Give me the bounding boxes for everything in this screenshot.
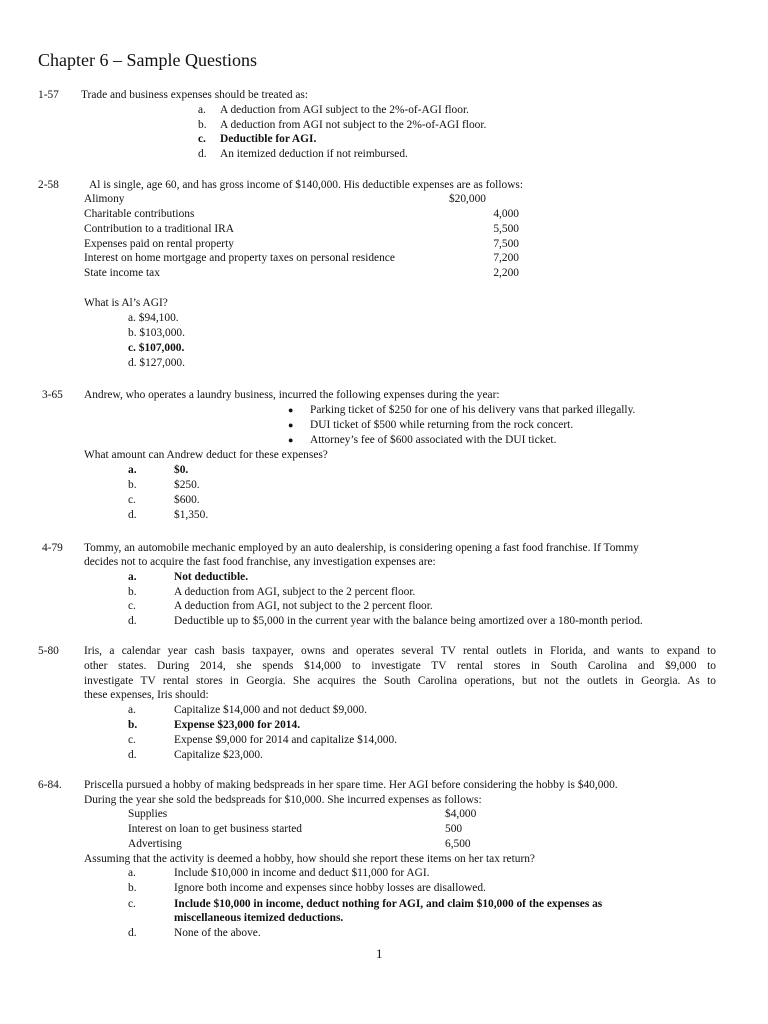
expense-amount: 5,500 xyxy=(493,223,519,235)
question-prompt: What amount can Andrew deduct for these expenses? xyxy=(84,449,328,461)
expense-label: Contribution to a traditional IRA xyxy=(84,223,234,235)
expense-amount: 2,200 xyxy=(493,267,519,279)
bullet-icon: ● xyxy=(288,435,294,445)
expense-amount: 7,500 xyxy=(493,238,519,250)
expense-label: Advertising xyxy=(128,838,182,850)
question-stem-line: investigate TV rental stores in Georgia. She acquires the South Carolina operations, but not the outlets in Georgia. As to xyxy=(84,675,716,687)
expense-amount: $20,000 xyxy=(448,193,486,205)
option-letter: b. xyxy=(128,586,137,598)
option: d. $127,000. xyxy=(128,357,185,369)
option-text: Ignore both income and expenses since hobby losses are disallowed. xyxy=(174,882,486,894)
option: b. $103,000. xyxy=(128,327,185,339)
option-letter-correct: b. xyxy=(128,719,138,731)
question-stem: Al is single, age 60, and has gross income of $140,000. His deductible expenses are as follows: xyxy=(89,179,524,191)
option-letter: d. xyxy=(128,927,137,939)
bullet-text: DUI ticket of $500 while returning from the rock concert. xyxy=(310,419,574,431)
option-letter: a. xyxy=(128,867,136,879)
bullet-text: Parking ticket of $250 for one of his delivery vans that parked illegally. xyxy=(310,404,636,416)
expense-amount: $4,000 xyxy=(445,808,477,820)
question-number: 3-65 xyxy=(42,389,63,401)
page-number: 1 xyxy=(376,946,383,961)
option-correct: c. $107,000. xyxy=(128,342,185,354)
option-text: Expense $9,000 for 2014 and capitalize $14,000. xyxy=(174,734,398,746)
question-stem: Andrew, who operates a laundry business, incurred the following expenses during the year: xyxy=(84,389,500,401)
option-text: Include $10,000 in income and deduct $11,000 for AGI. xyxy=(174,867,430,879)
option-text-correct: $0. xyxy=(174,464,189,476)
option-letter: a. xyxy=(198,104,206,116)
option-text-correct: Expense $23,000 for 2014. xyxy=(174,719,301,731)
option-letter-correct: a. xyxy=(128,571,137,583)
option-letter: c. xyxy=(128,600,136,612)
option-text: $1,350. xyxy=(174,509,209,521)
bullet-icon: ● xyxy=(288,420,294,430)
question-number: 5-80 xyxy=(38,645,59,657)
bullet-text: Attorney’s fee of $600 associated with the DUI ticket. xyxy=(310,434,557,446)
option-text: A deduction from AGI not subject to the 2%-of-AGI floor. xyxy=(220,119,487,131)
option-letter: c. xyxy=(128,898,136,910)
option-letter: d. xyxy=(128,615,137,627)
page-title: Chapter 6 – Sample Questions xyxy=(38,50,257,70)
option-letter: a. xyxy=(128,704,136,716)
option-text: Capitalize $23,000. xyxy=(174,749,263,761)
expense-amount: 4,000 xyxy=(493,208,519,220)
expense-amount: 7,200 xyxy=(493,252,519,264)
option-letter: d. xyxy=(198,148,207,160)
expense-label: Alimony xyxy=(84,193,125,205)
question-number: 4-79 xyxy=(42,542,63,554)
question-prompt: Assuming that the activity is deemed a hobby, how should she report these items on her tax return? xyxy=(84,853,535,865)
option-letter: c. xyxy=(128,494,136,506)
option-letter: d. xyxy=(128,749,137,761)
option-text-correct-continued: miscellaneous itemized deductions. xyxy=(174,912,344,924)
option-text: Capitalize $14,000 and not deduct $9,000. xyxy=(174,704,367,716)
option-text: $600. xyxy=(174,494,200,506)
expense-label: Supplies xyxy=(128,808,168,820)
question-number: 2-58 xyxy=(38,179,59,191)
question-stem-line: these expenses, Iris should: xyxy=(84,689,209,701)
option-text: Deductible up to $5,000 in the current year with the balance being amortized over a 180-month period. xyxy=(174,615,643,627)
expense-label: Interest on loan to get business started xyxy=(128,823,302,835)
expense-label: State income tax xyxy=(84,267,160,279)
expense-label: Expenses paid on rental property xyxy=(84,238,234,250)
expense-label: Interest on home mortgage and property taxes on personal residence xyxy=(84,252,395,264)
question-stem-line: Iris, a calendar year cash basis taxpayer, owns and operates several TV rental outlets in Florida, and wants to expand to xyxy=(84,645,716,657)
option-letter: b. xyxy=(128,882,137,894)
question-stem-line: Tommy, an automobile mechanic employed by an auto dealership, is considering opening a fast food franchise. If Tommy xyxy=(84,542,639,554)
expense-amount: 500 xyxy=(445,823,463,835)
option-text: None of the above. xyxy=(174,927,261,939)
option-letter-correct: a. xyxy=(128,464,137,476)
option-letter-correct: c. xyxy=(198,133,206,145)
option-text: A deduction from AGI, not subject to the 2 percent floor. xyxy=(174,600,433,612)
question-number: 1-57 xyxy=(38,89,59,101)
question-stem-line: During the year she sold the bedspreads for $10,000. She incurred expenses as follows: xyxy=(84,794,482,806)
option-letter: b. xyxy=(128,479,137,491)
question-prompt: What is Al’s AGI? xyxy=(84,297,168,309)
option-letter: d. xyxy=(128,509,137,521)
option: a. $94,100. xyxy=(128,312,179,324)
option-letter: b. xyxy=(198,119,207,131)
bullet-icon: ● xyxy=(288,405,294,415)
question-stem-line: other states. During 2014, she spends $14,000 to investigate TV rental stores in South Carolina and $9,000 to xyxy=(84,660,716,672)
question-stem: Trade and business expenses should be treated as: xyxy=(81,89,309,101)
option-text: An itemized deduction if not reimbursed. xyxy=(220,148,408,160)
option-text-correct: Not deductible. xyxy=(174,571,249,583)
question-number: 6-84. xyxy=(38,779,62,791)
question-stem-line: decides not to acquire the fast food franchise, any investigation expenses are: xyxy=(84,556,436,568)
option-text: A deduction from AGI, subject to the 2 percent floor. xyxy=(174,586,416,598)
option-letter: c. xyxy=(128,734,136,746)
option-text: $250. xyxy=(174,479,200,491)
question-stem-line: Priscella pursued a hobby of making bedspreads in her spare time. Her AGI before considering the hobby is $40,000. xyxy=(84,779,618,791)
expense-amount: 6,500 xyxy=(445,838,471,850)
option-text: A deduction from AGI subject to the 2%-of-AGI floor. xyxy=(220,104,469,116)
option-text-correct: Include $10,000 in income, deduct nothing for AGI, and claim $10,000 of the expenses as xyxy=(174,898,603,910)
expense-label: Charitable contributions xyxy=(84,208,195,220)
option-text-correct: Deductible for AGI. xyxy=(220,133,317,145)
